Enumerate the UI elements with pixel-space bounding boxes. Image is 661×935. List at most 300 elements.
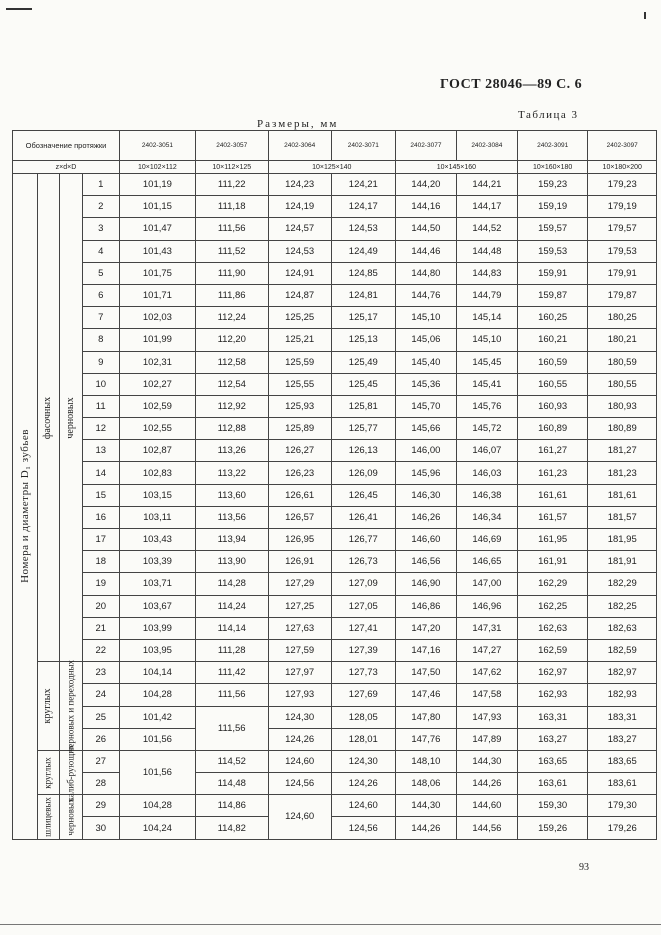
cell: 147,27 — [456, 639, 517, 661]
side-label: Номера и диаметры D₁ зубьев — [13, 174, 38, 840]
cell: 179,30 — [588, 795, 657, 817]
cell: 146,69 — [456, 529, 517, 551]
cell: 124,85 — [331, 262, 395, 284]
cell: 101,43 — [119, 240, 195, 262]
page-header: ГОСТ 28046—89 С. 6 — [440, 77, 583, 92]
cell: 101,75 — [119, 262, 195, 284]
cell: 124,60 — [331, 795, 395, 817]
cell: 179,57 — [588, 218, 657, 240]
cell: 146,30 — [395, 484, 456, 506]
cell: 163,27 — [517, 728, 588, 750]
cell: 180,21 — [588, 329, 657, 351]
dims-value: 10×160×180 — [517, 161, 588, 174]
cell: 147,50 — [395, 662, 456, 684]
cell: 144,83 — [456, 262, 517, 284]
cell: 124,57 — [268, 218, 331, 240]
cell: 112,88 — [195, 418, 268, 440]
cell: 104,14 — [119, 662, 195, 684]
cell: 148,06 — [395, 773, 456, 795]
cell: 124,91 — [268, 262, 331, 284]
cell: 124,60 — [268, 750, 331, 772]
cell: 159,91 — [517, 262, 588, 284]
cell: 160,21 — [517, 329, 588, 351]
cell: 127,25 — [268, 595, 331, 617]
cell: 147,89 — [456, 728, 517, 750]
group-round: круглых — [37, 662, 59, 751]
scan-mark — [6, 8, 32, 10]
cell: 125,89 — [268, 418, 331, 440]
cell: 147,93 — [456, 706, 517, 728]
cell: 101,19 — [119, 174, 195, 196]
tooth-number: 23 — [82, 662, 119, 684]
cell: 126,27 — [268, 440, 331, 462]
cell: 101,47 — [119, 218, 195, 240]
cell: 160,93 — [517, 395, 588, 417]
cell: 147,46 — [395, 684, 456, 706]
cell: 146,56 — [395, 551, 456, 573]
cell: 182,29 — [588, 573, 657, 595]
cell: 144,21 — [456, 174, 517, 196]
cell: 124,53 — [268, 240, 331, 262]
dims-value: 10×102×112 — [119, 161, 195, 174]
cell: 159,23 — [517, 174, 588, 196]
cell: 126,95 — [268, 529, 331, 551]
cell: 163,65 — [517, 750, 588, 772]
group-spline: шлицевых — [37, 795, 59, 839]
cell: 161,91 — [517, 551, 588, 573]
cell: 124,23 — [268, 174, 331, 196]
cell: 147,62 — [456, 662, 517, 684]
cell: 160,25 — [517, 307, 588, 329]
cell: 161,95 — [517, 529, 588, 551]
cell: 126,09 — [331, 462, 395, 484]
cell: 128,05 — [331, 706, 395, 728]
cell: 127,05 — [331, 595, 395, 617]
cell: 145,96 — [395, 462, 456, 484]
tooth-number: 20 — [82, 595, 119, 617]
cell: 162,63 — [517, 617, 588, 639]
header-designation: Обозначение протяжки — [13, 131, 120, 161]
cell: 113,60 — [195, 484, 268, 506]
tooth-number: 4 — [82, 240, 119, 262]
cell: 144,26 — [395, 817, 456, 839]
tooth-number: 7 — [82, 307, 119, 329]
cell: 103,39 — [119, 551, 195, 573]
dims-value: 10×112×125 — [195, 161, 268, 174]
tool-code: 2402-3064 — [268, 131, 331, 161]
cell: 124,21 — [331, 174, 395, 196]
cell: 124,56 — [331, 817, 395, 839]
group-chamfer: фасочных — [37, 174, 59, 662]
cell: 111,52 — [195, 240, 268, 262]
scan-mark — [644, 12, 646, 19]
cell: 163,31 — [517, 706, 588, 728]
group-calibrating: калиб-рующих — [60, 750, 82, 794]
cell: 112,54 — [195, 373, 268, 395]
cell: 145,66 — [395, 418, 456, 440]
cell: 145,36 — [395, 373, 456, 395]
cell: 146,00 — [395, 440, 456, 462]
cell: 181,61 — [588, 484, 657, 506]
tool-code: 2402-3077 — [395, 131, 456, 161]
cell: 144,56 — [456, 817, 517, 839]
cell: 101,99 — [119, 329, 195, 351]
tool-code: 2402-3084 — [456, 131, 517, 161]
cell: 127,73 — [331, 662, 395, 684]
cell: 179,91 — [588, 262, 657, 284]
cell: 146,03 — [456, 462, 517, 484]
cell: 125,13 — [331, 329, 395, 351]
cell: 111,18 — [195, 196, 268, 218]
cell: 179,26 — [588, 817, 657, 839]
cell: 144,76 — [395, 284, 456, 306]
cell: 180,89 — [588, 418, 657, 440]
cell: 182,59 — [588, 639, 657, 661]
tool-code: 2402-3071 — [331, 131, 395, 161]
cell: 104,28 — [119, 795, 195, 817]
tooth-number: 16 — [82, 506, 119, 528]
cell: 147,58 — [456, 684, 517, 706]
cell: 145,45 — [456, 351, 517, 373]
tool-code: 2402-3097 — [588, 131, 657, 161]
cell: 126,77 — [331, 529, 395, 551]
cell-merged: 111,56 — [195, 706, 268, 750]
cell: 147,76 — [395, 728, 456, 750]
cell: 162,29 — [517, 573, 588, 595]
tooth-number: 6 — [82, 284, 119, 306]
cell: 102,03 — [119, 307, 195, 329]
tool-code: 2402-3057 — [195, 131, 268, 161]
cell: 127,93 — [268, 684, 331, 706]
cell: 146,38 — [456, 484, 517, 506]
tooth-number: 14 — [82, 462, 119, 484]
cell: 179,53 — [588, 240, 657, 262]
cell: 104,28 — [119, 684, 195, 706]
cell: 161,27 — [517, 440, 588, 462]
cell: 113,90 — [195, 551, 268, 573]
cell: 162,97 — [517, 662, 588, 684]
cell: 102,31 — [119, 351, 195, 373]
cell: 125,25 — [268, 307, 331, 329]
cell: 144,26 — [456, 773, 517, 795]
header-dims-label: z×d×D — [13, 161, 120, 174]
cell-merged: 124,60 — [268, 795, 331, 839]
cell: 128,01 — [331, 728, 395, 750]
cell: 145,72 — [456, 418, 517, 440]
tooth-number: 24 — [82, 684, 119, 706]
cell: 124,56 — [268, 773, 331, 795]
tooth-number: 30 — [82, 817, 119, 839]
cell: 160,55 — [517, 373, 588, 395]
tooth-number: 1 — [82, 174, 119, 196]
cell: 179,23 — [588, 174, 657, 196]
tooth-number: 3 — [82, 218, 119, 240]
cell: 126,61 — [268, 484, 331, 506]
cell: 114,14 — [195, 617, 268, 639]
cell: 127,41 — [331, 617, 395, 639]
tooth-number: 10 — [82, 373, 119, 395]
cell: 124,26 — [268, 728, 331, 750]
cell: 182,93 — [588, 684, 657, 706]
cell: 124,53 — [331, 218, 395, 240]
cell: 179,19 — [588, 196, 657, 218]
page-bottom-rule — [0, 924, 661, 925]
cell: 146,86 — [395, 595, 456, 617]
cell: 144,79 — [456, 284, 517, 306]
cell: 111,22 — [195, 174, 268, 196]
cell: 126,13 — [331, 440, 395, 462]
cell: 124,26 — [331, 773, 395, 795]
group-roughing: черновых — [60, 174, 82, 662]
cell: 162,93 — [517, 684, 588, 706]
cell: 179,87 — [588, 284, 657, 306]
tooth-number: 19 — [82, 573, 119, 595]
cell: 161,57 — [517, 506, 588, 528]
cell: 180,25 — [588, 307, 657, 329]
cell: 103,67 — [119, 595, 195, 617]
dims-value: 10×145×160 — [395, 161, 517, 174]
tooth-number: 15 — [82, 484, 119, 506]
dims-value: 10×180×200 — [588, 161, 657, 174]
tooth-number: 27 — [82, 750, 119, 772]
cell: 146,60 — [395, 529, 456, 551]
cell: 125,17 — [331, 307, 395, 329]
cell: 163,61 — [517, 773, 588, 795]
table-label: Таблица 3 — [518, 109, 579, 121]
cell: 145,70 — [395, 395, 456, 417]
tooth-number: 26 — [82, 728, 119, 750]
cell: 145,41 — [456, 373, 517, 395]
cell: 181,23 — [588, 462, 657, 484]
cell: 113,56 — [195, 506, 268, 528]
cell: 101,15 — [119, 196, 195, 218]
tooth-number: 5 — [82, 262, 119, 284]
tooth-number: 12 — [82, 418, 119, 440]
cell: 144,17 — [456, 196, 517, 218]
tooth-number: 18 — [82, 551, 119, 573]
cell: 144,16 — [395, 196, 456, 218]
group-roughing-transitional: черновых и переходных — [60, 662, 82, 751]
cell: 159,19 — [517, 196, 588, 218]
cell: 182,63 — [588, 617, 657, 639]
tooth-number: 21 — [82, 617, 119, 639]
cell: 125,77 — [331, 418, 395, 440]
cell: 127,69 — [331, 684, 395, 706]
cell: 146,26 — [395, 506, 456, 528]
cell: 144,48 — [456, 240, 517, 262]
group-roughing-2: черновых — [60, 795, 82, 839]
cell: 162,59 — [517, 639, 588, 661]
cell: 124,49 — [331, 240, 395, 262]
cell: 127,39 — [331, 639, 395, 661]
cell: 101,56 — [119, 728, 195, 750]
tooth-number: 9 — [82, 351, 119, 373]
cell: 127,97 — [268, 662, 331, 684]
cell: 126,73 — [331, 551, 395, 573]
cell: 111,90 — [195, 262, 268, 284]
cell: 102,59 — [119, 395, 195, 417]
tooth-number: 22 — [82, 639, 119, 661]
cell: 161,61 — [517, 484, 588, 506]
cell: 124,30 — [268, 706, 331, 728]
cell: 183,61 — [588, 773, 657, 795]
tooth-number: 2 — [82, 196, 119, 218]
cell: 183,65 — [588, 750, 657, 772]
cell: 125,59 — [268, 351, 331, 373]
cell: 159,87 — [517, 284, 588, 306]
cell: 181,91 — [588, 551, 657, 573]
cell: 148,10 — [395, 750, 456, 772]
tooth-number: 28 — [82, 773, 119, 795]
tool-code: 2402-3091 — [517, 131, 588, 161]
cell: 102,83 — [119, 462, 195, 484]
cell: 112,24 — [195, 307, 268, 329]
cell: 125,49 — [331, 351, 395, 373]
cell: 144,50 — [395, 218, 456, 240]
tool-code: 2402-3051 — [119, 131, 195, 161]
cell: 146,96 — [456, 595, 517, 617]
cell: 159,26 — [517, 817, 588, 839]
cell-merged: 101,56 — [119, 750, 195, 794]
cell: 124,81 — [331, 284, 395, 306]
cell: 127,09 — [331, 573, 395, 595]
cell: 146,34 — [456, 506, 517, 528]
cell: 125,81 — [331, 395, 395, 417]
cell: 112,92 — [195, 395, 268, 417]
cell: 127,63 — [268, 617, 331, 639]
cell: 182,97 — [588, 662, 657, 684]
cell: 111,56 — [195, 684, 268, 706]
cell: 160,89 — [517, 418, 588, 440]
cell: 181,27 — [588, 440, 657, 462]
cell: 103,71 — [119, 573, 195, 595]
cell: 126,41 — [331, 506, 395, 528]
cell: 145,40 — [395, 351, 456, 373]
tooth-number: 17 — [82, 529, 119, 551]
cell: 159,57 — [517, 218, 588, 240]
cell: 145,10 — [456, 329, 517, 351]
cell: 144,46 — [395, 240, 456, 262]
cell: 126,45 — [331, 484, 395, 506]
cell: 144,20 — [395, 174, 456, 196]
cell: 125,45 — [331, 373, 395, 395]
group-round-2: круглых — [37, 750, 59, 794]
cell: 124,19 — [268, 196, 331, 218]
cell: 146,07 — [456, 440, 517, 462]
cell: 181,57 — [588, 506, 657, 528]
cell: 180,93 — [588, 395, 657, 417]
tooth-number: 29 — [82, 795, 119, 817]
cell: 161,23 — [517, 462, 588, 484]
cell: 112,58 — [195, 351, 268, 373]
cell: 124,87 — [268, 284, 331, 306]
cell: 144,30 — [395, 795, 456, 817]
cell: 145,10 — [395, 307, 456, 329]
cell: 160,59 — [517, 351, 588, 373]
cell: 162,25 — [517, 595, 588, 617]
cell: 102,27 — [119, 373, 195, 395]
cell: 127,29 — [268, 573, 331, 595]
cell: 111,42 — [195, 662, 268, 684]
cell: 101,42 — [119, 706, 195, 728]
cell: 113,94 — [195, 529, 268, 551]
tooth-number: 11 — [82, 395, 119, 417]
cell: 102,55 — [119, 418, 195, 440]
cell: 111,56 — [195, 218, 268, 240]
tooth-number: 8 — [82, 329, 119, 351]
cell: 112,20 — [195, 329, 268, 351]
cell: 159,30 — [517, 795, 588, 817]
sizes-caption: Размеры, мм — [257, 118, 339, 130]
cell: 146,65 — [456, 551, 517, 573]
cell: 114,52 — [195, 750, 268, 772]
cell: 147,16 — [395, 639, 456, 661]
cell: 145,14 — [456, 307, 517, 329]
cell: 124,30 — [331, 750, 395, 772]
cell: 147,00 — [456, 573, 517, 595]
cell: 159,53 — [517, 240, 588, 262]
cell: 180,59 — [588, 351, 657, 373]
cell: 144,80 — [395, 262, 456, 284]
cell: 114,82 — [195, 817, 268, 839]
dims-value: 10×125×140 — [268, 161, 395, 174]
cell: 114,48 — [195, 773, 268, 795]
cell: 144,30 — [456, 750, 517, 772]
cell: 103,15 — [119, 484, 195, 506]
cell: 147,31 — [456, 617, 517, 639]
cell: 146,90 — [395, 573, 456, 595]
cell: 183,31 — [588, 706, 657, 728]
cell: 101,71 — [119, 284, 195, 306]
cell: 125,21 — [268, 329, 331, 351]
page-number: 93 — [579, 862, 589, 873]
dimensions-table — [12, 130, 657, 840]
cell: 147,80 — [395, 706, 456, 728]
cell: 126,91 — [268, 551, 331, 573]
cell: 111,86 — [195, 284, 268, 306]
cell: 126,23 — [268, 462, 331, 484]
cell: 124,17 — [331, 196, 395, 218]
cell: 125,55 — [268, 373, 331, 395]
cell: 145,06 — [395, 329, 456, 351]
cell: 104,24 — [119, 817, 195, 839]
cell: 144,52 — [456, 218, 517, 240]
cell: 180,55 — [588, 373, 657, 395]
cell: 127,59 — [268, 639, 331, 661]
cell: 113,22 — [195, 462, 268, 484]
cell: 103,99 — [119, 617, 195, 639]
cell: 114,24 — [195, 595, 268, 617]
cell: 103,95 — [119, 639, 195, 661]
cell: 114,28 — [195, 573, 268, 595]
cell: 111,28 — [195, 639, 268, 661]
cell: 182,25 — [588, 595, 657, 617]
cell: 144,60 — [456, 795, 517, 817]
cell: 103,11 — [119, 506, 195, 528]
tooth-number: 13 — [82, 440, 119, 462]
cell: 181,95 — [588, 529, 657, 551]
cell: 103,43 — [119, 529, 195, 551]
cell: 145,76 — [456, 395, 517, 417]
cell: 113,26 — [195, 440, 268, 462]
cell: 114,86 — [195, 795, 268, 817]
tooth-number: 25 — [82, 706, 119, 728]
cell: 102,87 — [119, 440, 195, 462]
cell: 183,27 — [588, 728, 657, 750]
cell: 126,57 — [268, 506, 331, 528]
cell: 125,93 — [268, 395, 331, 417]
cell: 147,20 — [395, 617, 456, 639]
